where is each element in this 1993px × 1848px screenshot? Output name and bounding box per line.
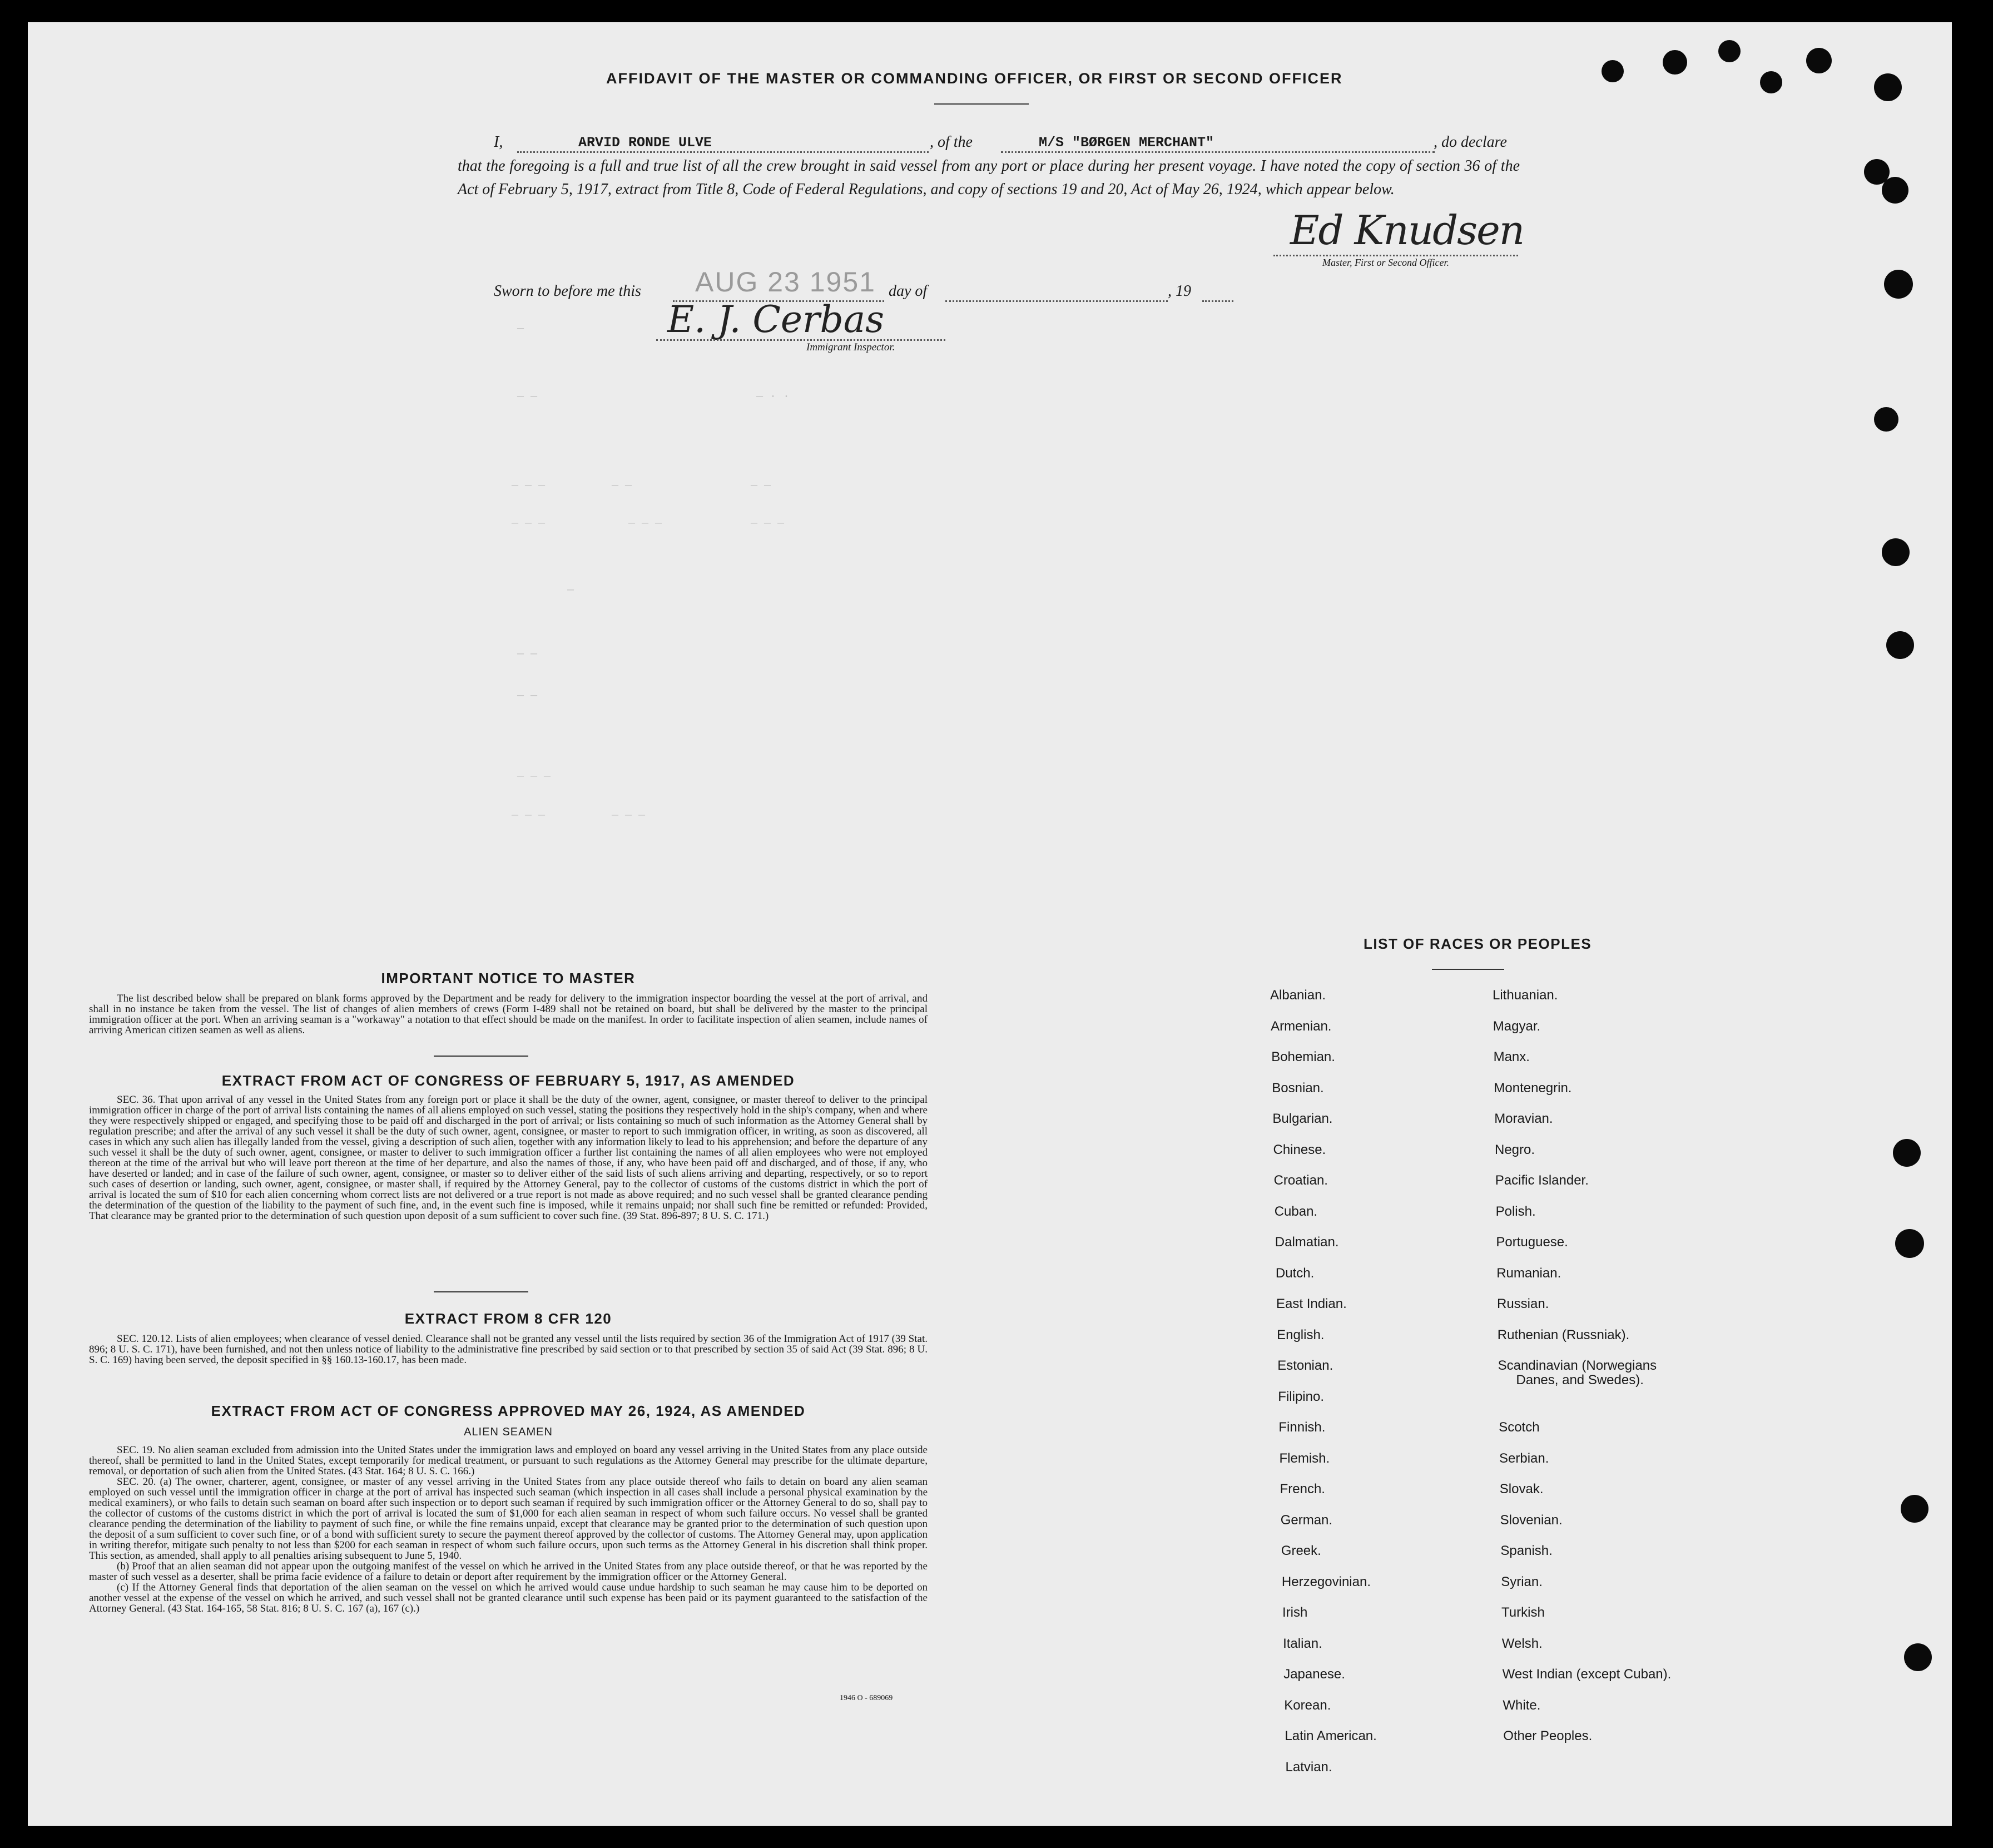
punch-hole (1904, 1643, 1932, 1671)
inspector-line (656, 339, 945, 341)
race-item: Russian. (1497, 1296, 1549, 1311)
race-item: Croatian. (1273, 1173, 1328, 1188)
punch-hole (1718, 40, 1741, 62)
extract-cfr-title: EXTRACT FROM 8 CFR 120 (404, 1310, 612, 1327)
punch-hole (1760, 71, 1782, 93)
signature-line (1273, 255, 1518, 256)
race-item: Estonian. (1277, 1358, 1333, 1373)
race-item: Magyar. (1493, 1018, 1541, 1034)
races-title: LIST OF RACES OR PEOPLES (1364, 935, 1592, 952)
race-item: Finnish. (1278, 1420, 1326, 1435)
punch-hole (1602, 60, 1624, 82)
race-item: Latin American. (1285, 1728, 1377, 1743)
race-item: Latvian. (1285, 1759, 1332, 1775)
notice-body: The list described below shall be prepared on blank forms approved by the Department and be ready for delivery to the immigration inspector boarding the vessel at the port of arrival, and shall in no instance be taken from the vessel. The list of changes of alien members of crews (Form I-489 shall not be retained on board, but shall be delivered by the master to the principal immigration officer at the port. When an arriving seaman is a "workaway" a notation to that effect should be made on the manifest. In order to facilitate inspection of alien seamen, include names of arriving American citizen seamen as well as aliens. (89, 993, 928, 1036)
affidavit-title: AFFIDAVIT OF THE MASTER OR COMMANDING OFFICER, OR FIRST OR SECOND OFFICER (606, 70, 1343, 87)
master-signature: Ed Knudsen (1290, 207, 1524, 254)
race-item: Albanian. (1270, 988, 1326, 1003)
race-item: Dalmatian. (1275, 1235, 1339, 1250)
extract-1924-title: EXTRACT FROM ACT OF CONGRESS APPROVED MAY 26, 1924, AS AMENDED (211, 1403, 806, 1419)
do-declare-label: , do declare (1434, 133, 1507, 151)
race-item: Montenegrin. (1494, 1080, 1572, 1096)
extract-1924-body (89, 1445, 928, 1614)
race-item: West Indian (except Cuban). (1502, 1667, 1672, 1682)
punch-hole (1663, 50, 1687, 75)
notice-title: IMPORTANT NOTICE TO MASTER (381, 970, 636, 987)
race-item: Serbian. (1499, 1450, 1549, 1466)
race-item: White. (1503, 1697, 1541, 1713)
year-line (1202, 300, 1233, 302)
race-item: Pacific Islander. (1495, 1173, 1589, 1188)
punch-hole (1806, 48, 1832, 73)
print-code: 1946 O - 689069 (840, 1694, 893, 1702)
race-item: Portuguese. (1496, 1235, 1568, 1250)
race-item: Dutch. (1275, 1265, 1315, 1281)
race-item: Armenian. (1271, 1018, 1332, 1034)
day-of-label: day of (889, 283, 928, 300)
inspector-caption: Immigrant Inspector. (806, 341, 895, 353)
extract-1917-title: EXTRACT FROM ACT OF CONGRESS OF FEBRUARY 5, 1917, AS AMENDED (221, 1072, 795, 1089)
extract-cfr-body: SEC. 120.12. Lists of alien employees; when clearance of vessel denied. Clearance shall not be granted any vessel until the lists required by section 36 of the Immigration Act of 1917 (39 Stat. 896; 8 U. S. C. 171), have been furnished, and not then unless notice of liability to the administrative fine prescribed by said section or to that prescribed by section 35 of said Act (39 Stat. 896; 8 U. S. C. 169) having been served, the deposit specified in §§ 160.13-160.17, has been made. (89, 1333, 928, 1366)
month-line (945, 300, 1168, 302)
race-item: Moravian. (1494, 1111, 1553, 1126)
vessel-line (1001, 151, 1435, 153)
extract-1917-body: SEC. 36. That upon arrival of any vessel in the United States from any foreign port or place it shall be the duty of the owner, agent, consignee, or master thereof to deliver to the principal immigration officer in charge of the port of arrival lists containing the names of all aliens employed on such vessel, stating the positions they respectively hold in the ship's company, when and where they were respectively shipped or engaged, and specifying those to be paid off and discharged in the port of arrival; or lists containing so much of such information as the Attorney General shall by regulation prescribe; and after the arrival of any such vessel it shall be the duty of such owner, agent, consignee, or master to report to such immigration officer, in writing, as soon as discovered, all cases in which any such alien has illegally landed from the vessel, giving a description of such alien, together with any information likely to lead to his apprehension; and before the departure of any such vessel it shall be the duty of such owner, agent, consignee, or master to deliver to such immigration officer a further list containing the names of all alien employees who were not employed thereon at the time of the arrival but who will leave port thereon at the time of her departure, and also the names of those, if any, who have been paid off and discharged, and of those, if any, who have deserted or landed; and in case of the failure of such owner, agent, consignee, or master so to deliver either of the said lists of such aliens arriving and departing, respectively, or so to report such cases of desertion or landing, such owner, agent, consignee, or master shall, if required by the Attorney General, pay to the collector of customs of the customs district in which the port of arrival is located the sum of $10 for each alien concerning whom correct lists are not delivered or a true report is not made as above required; and no such vessel shall be granted clearance pending the determination of the question of the liability to the payment of such fine, and, in the event such fine is imposed, while it remains unpaid; nor shall such fine be remitted or refunded: Provided, That clearance may be granted prior to the determination of such question upon deposit of a sum sufficient to cover such fine. (39 Stat. 896-897; 8 U. S. C. 171.) (89, 1094, 928, 1222)
punch-hole (1884, 270, 1913, 299)
signature-caption: Master, First or Second Officer. (1322, 257, 1449, 268)
race-item: Ruthenian (Russniak). (1497, 1327, 1630, 1342)
race-item: Scotch (1499, 1420, 1540, 1435)
race-item: Scandinavian (Norwegians (1498, 1358, 1657, 1373)
race-item: Japanese. (1283, 1667, 1345, 1682)
race-item: Italian. (1283, 1636, 1322, 1651)
name-line (517, 151, 929, 153)
race-item: Danes, and Swedes). (1516, 1373, 1644, 1388)
affidavit-body: that the foregoing is a full and true list of all the crew brought in said vessel from any port or place during her present voyage. I have noted the copy of section 36 of the Act of February 5, 1917, extract from Title 8, Code of Federal Regulations, and copy of sections 19 and 20, Act of May 26, 1924, which appear below. (458, 157, 1520, 198)
race-item: Cuban. (1274, 1203, 1318, 1219)
race-item: Polish. (1495, 1203, 1536, 1219)
punch-hole (1893, 1139, 1921, 1167)
year-prefix: , 19 (1168, 283, 1191, 300)
punch-hole (1874, 407, 1898, 432)
punch-hole (1895, 1229, 1924, 1258)
notice-rule (434, 1056, 528, 1057)
punch-hole (1874, 73, 1902, 101)
race-item: Bohemian. (1271, 1049, 1335, 1064)
section-19: SEC. 19. No alien seaman excluded from admission into the United States under the immigration laws and employed on board any vessel arriving in the United States from any place outside thereof, shall be permitted to land in the United States, except temporarily for medical treatment, or pursuant to such regulations as the Attorney General may prescribe for the ultimate departure, removal, or deportation of such alien from the United States. (43 Stat. 164; 8 U. S. C. 166.) (89, 1444, 928, 1477)
race-item: Korean. (1284, 1697, 1331, 1713)
race-item: Slovak. (1499, 1482, 1544, 1497)
master-name: ARVID RONDE ULVE (578, 135, 712, 151)
race-item: Manx. (1493, 1049, 1530, 1064)
race-item: Slovenian. (1500, 1512, 1563, 1528)
race-item: East Indian. (1276, 1296, 1347, 1311)
race-item: Filipino. (1278, 1389, 1324, 1404)
title-rule (934, 103, 1029, 105)
punch-hole (1886, 631, 1914, 659)
race-item: Other Peoples. (1503, 1728, 1593, 1743)
race-item: Syrian. (1501, 1574, 1543, 1589)
race-item: Chinese. (1273, 1142, 1326, 1157)
race-item: Welsh. (1501, 1636, 1543, 1651)
section-20c: (c) If the Attorney General finds that deportation of the alien seaman on the vessel on which he arrived would cause undue hardship to such seaman he may cause him to be deported on another vessel at the expense of the vessel on which he arrived, and such vessel shall not be granted clearance until such expense has been paid or its payment guaranteed to the satisfaction of the Attorney General. (43 Stat. 164-165, 58 Stat. 816; 8 U. S. C. 167 (a), 167 (c).) (89, 1582, 928, 1614)
extract-1917-rule (434, 1291, 528, 1292)
race-item: German. (1280, 1512, 1333, 1528)
race-item: English. (1277, 1327, 1325, 1342)
vessel-name: M/S "BØRGEN MERCHANT" (1039, 135, 1214, 151)
race-item: Flemish. (1279, 1450, 1330, 1466)
race-item: Turkish (1501, 1605, 1545, 1620)
race-item: Negro. (1495, 1142, 1535, 1157)
race-item: French. (1280, 1482, 1325, 1497)
punch-hole (1901, 1495, 1928, 1523)
race-item: Lithuanian. (1493, 988, 1558, 1003)
date-stamp: AUG 23 1951 (695, 266, 876, 298)
inspector-signature: E. J. Cerbas (667, 298, 885, 341)
race-item: Irish (1282, 1605, 1308, 1620)
of-the-label: , of the (930, 133, 973, 151)
race-item: Spanish. (1500, 1543, 1553, 1558)
punch-hole (1882, 538, 1910, 566)
sworn-label: Sworn to before me this (494, 283, 641, 300)
races-rule (1432, 969, 1504, 970)
section-20b: (b) Proof that an alien seaman did not appear upon the outgoing manifest of the vessel on which he arrived in the United States from any place outside thereof, or that he was reported by the master of such vessel as a deserter, shall be prima facie evidence of a failure to detain or deport after requirement by the immigration officer or the Attorney General. (89, 1560, 928, 1583)
race-item: Bulgarian. (1272, 1111, 1333, 1126)
section-20a: SEC. 20. (a) The owner, charterer, agent, consignee, or master of any vessel arriving in the United States from any place outside thereof who fails to detain on board any alien seaman employed on such vessel until the immigration officer in charge at the port of arrival has inspected such seaman (which inspection in all cases shall include a personal physical examination by the medical examiners), or who fails to detain such seaman on board after such inspection or to deport such seaman if required by such immigration officer or the Attorney General to do so, shall pay to the collector of customs of the customs district in which the port of arrival is located the sum of $1,000 for each alien seaman in respect of whom such failure occurs. No vessel shall be granted clearance pending the determination of the liability to payment of such fine, or while the fine remains unpaid, except that clearance may be granted prior to the determination of such question upon the deposit of a sum sufficient to cover such fine, or of a bond with sufficient surety to secure the payment thereof approved by the collector of customs. The Attorney General may, upon application in writing therefor, mitigate such penalty to not less than $200 for each seaman in respect of whom such failure occurs, upon such terms as the Attorney General in his discretion shall think proper. This section, as amended, shall apply to all penalties arising subsequent to June 5, 1940. (89, 1476, 928, 1562)
race-item: Bosnian. (1272, 1080, 1324, 1096)
race-item: Herzegovinian. (1281, 1574, 1371, 1589)
declarant-prefix: I, (494, 133, 503, 151)
extract-1924-subtitle: ALIEN SEAMEN (464, 1426, 553, 1438)
race-item: Rumanian. (1496, 1265, 1561, 1281)
race-item: Greek. (1281, 1543, 1321, 1558)
punch-hole (1882, 177, 1908, 204)
